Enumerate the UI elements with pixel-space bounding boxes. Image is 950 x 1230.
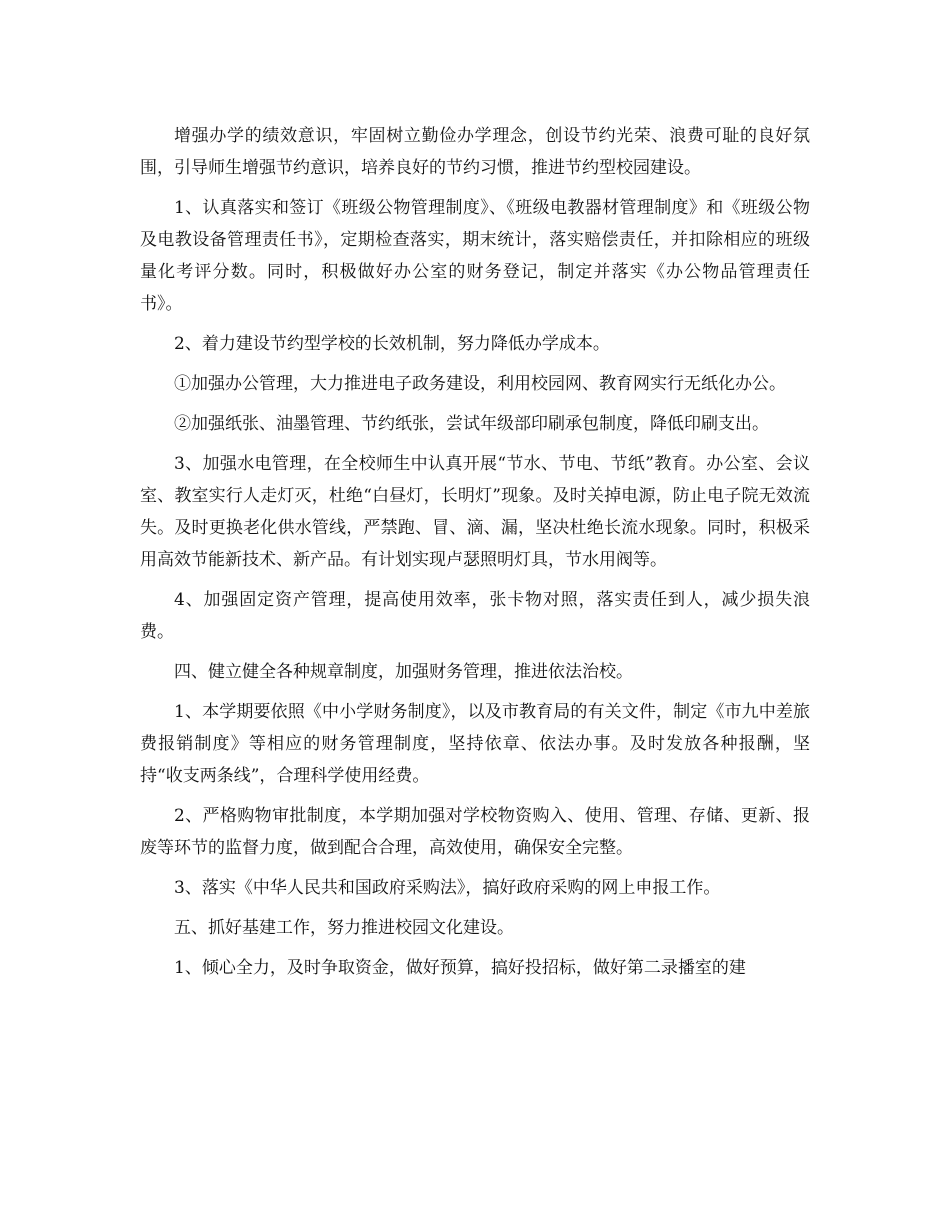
paragraph: 3、加强水电管理，在全校师生中认真开展“节水、节电、节纸”教育。办公室、会议室、教室实行人走灯灭，杜绝“白昼灯，长明灯”现象。及时关掉电源，防止电子院无效流失。及时更换老化供水管线，严禁跑、冒、滴、漏，坚决杜绝长流水现象。同时，积极采用高效节能新技术、新产品。有计划实现卢瑟照明灯具，节水用阀等。 xyxy=(140,454,810,570)
paragraph: 1、认真落实和签订《班级公物管理制度》、《班级电教器材管理制度》和《班级公物及电教设备管理责任书》，定期检查落实，期末统计，落实赔偿责任，并扣除相应的班级量化考评分数。同时，积极做好办公室的财务登记，制定并落实《办公物品管理责任书》。 xyxy=(140,198,810,314)
paragraph: ②加强纸张、油墨管理、节约纸张，尝试年级部印刷承包制度，降低印刷支出。 xyxy=(174,414,769,434)
paragraph: 4、加强固定资产管理，提高使用效率，张卡物对照，落实责任到人，减少损失浪费。 xyxy=(140,590,810,642)
section-heading: 四、健立健全各种规章制度，加强财务管理，推进依法治校。 xyxy=(174,662,633,682)
paragraph: 2、着力建设节约型学校的长效机制，努力降低办学成本。 xyxy=(174,334,610,354)
paragraph: 增强办学的绩效意识，牢固树立勤俭办学理念，创设节约光荣、浪费可耻的良好氛围，引导师生增强节约意识，培养良好的节约习惯，推进节约型校园建设。 xyxy=(140,126,810,178)
paragraph: 2、严格购物审批制度，本学期加强对学校物资购入、使用、管理、存储、更新、报废等环节的监督力度，做到配合合理，高效使用，确保安全完整。 xyxy=(140,806,810,858)
document-body xyxy=(140,120,810,992)
section-heading: 五、抓好基建工作，努力推进校园文化建设。 xyxy=(174,918,514,938)
paragraph: 1、本学期要依照《中小学财务制度》，以及市教育局的有关文件，制定《市九中差旅费报销制度》等相应的财务管理制度，坚持依章、依法办事。及时发放各种报酬，坚持“收支两条线”，合理科学使用经费。 xyxy=(140,702,810,786)
paragraph: ①加强办公管理，大力推进电子政务建设，利用校园网、教育网实行无纸化办公。 xyxy=(174,374,786,394)
paragraph: 1、倾心全力，及时争取资金，做好预算，搞好投招标，做好第二录播室的建 xyxy=(174,958,746,978)
paragraph: 3、落实《中华人民共和国政府采购法》，搞好政府采购的网上申报工作。 xyxy=(174,878,721,898)
